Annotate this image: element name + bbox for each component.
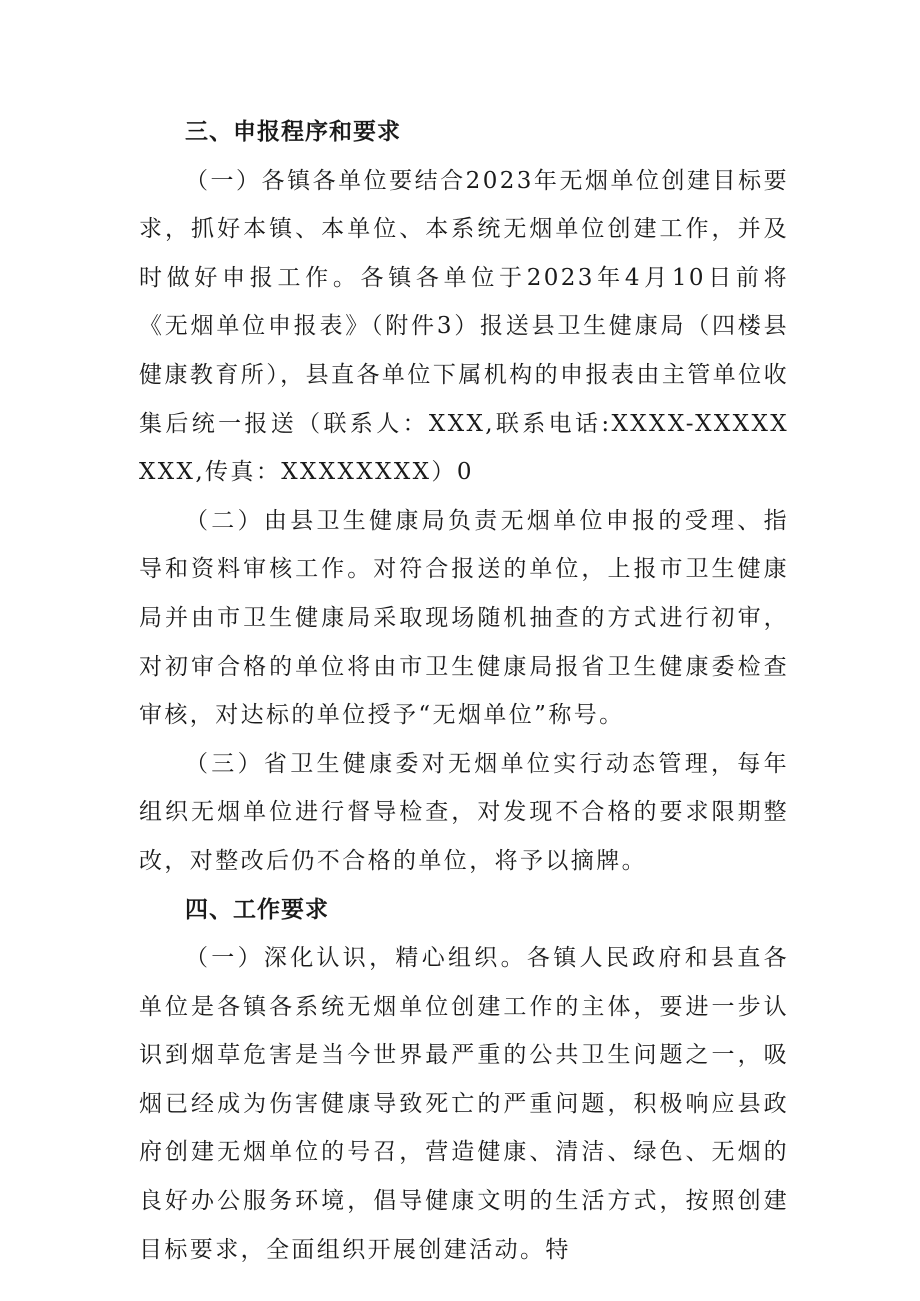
paragraph-dynamic-management: （三）省卫生健康委对无烟单位实行动态管理，每年组织无烟单位进行督导检查，对发现不合格的要求限期整改，对整改后仍不合格的单位，将予以摘牌。: [139, 750, 789, 874]
document-body: [139, 108, 789, 1274]
paragraph-application-submission: （一）各镇各单位要结合2023年无烟单位创建目标要求，抓好本镇、本单位、本系统无烟单位创建工作，并及时做好申报工作。各镇各单位于2023年4月10日前将《无烟单位申报表》（附件3）报送县卫生健康局（四楼县健康教育所），县直各单位下属机构的申报表由主管单位收集后统一报送（联系人：XXX,联系电话:XXXX-XXXXXXXX,传真：XXXXXXXX）0: [139, 167, 789, 486]
section-heading-application-procedure: 三、申报程序和要求: [185, 119, 401, 145]
section-heading-work-requirements: 四、工作要求: [185, 896, 329, 923]
paragraph-review-process: （二）由县卫生健康局负责无烟单位申报的受理、指导和资料审核工作。对符合报送的单位，上报市卫生健康局并由市卫生健康局采取现场随机抽查的方式进行初审，对初审合格的单位将由市卫生健康局报省卫生健康委检查审核，对达标的单位授予“无烟单位”称号。: [139, 507, 789, 729]
paragraph-deepen-understanding: （一）深化认识，精心组织。各镇人民政府和县直各单位是各镇各系统无烟单位创建工作的主体，要进一步认识到烟草危害是当今世界最严重的公共卫生问题之一，吸烟已经成为伤害健康导致死亡的严重问题，积极响应县政府创建无烟单位的号召，营造健康、清洁、绿色、无烟的良好办公服务环境，倡导健康文明的生活方式，按照创建目标要求，全面组织开展创建活动。特: [139, 945, 789, 1263]
